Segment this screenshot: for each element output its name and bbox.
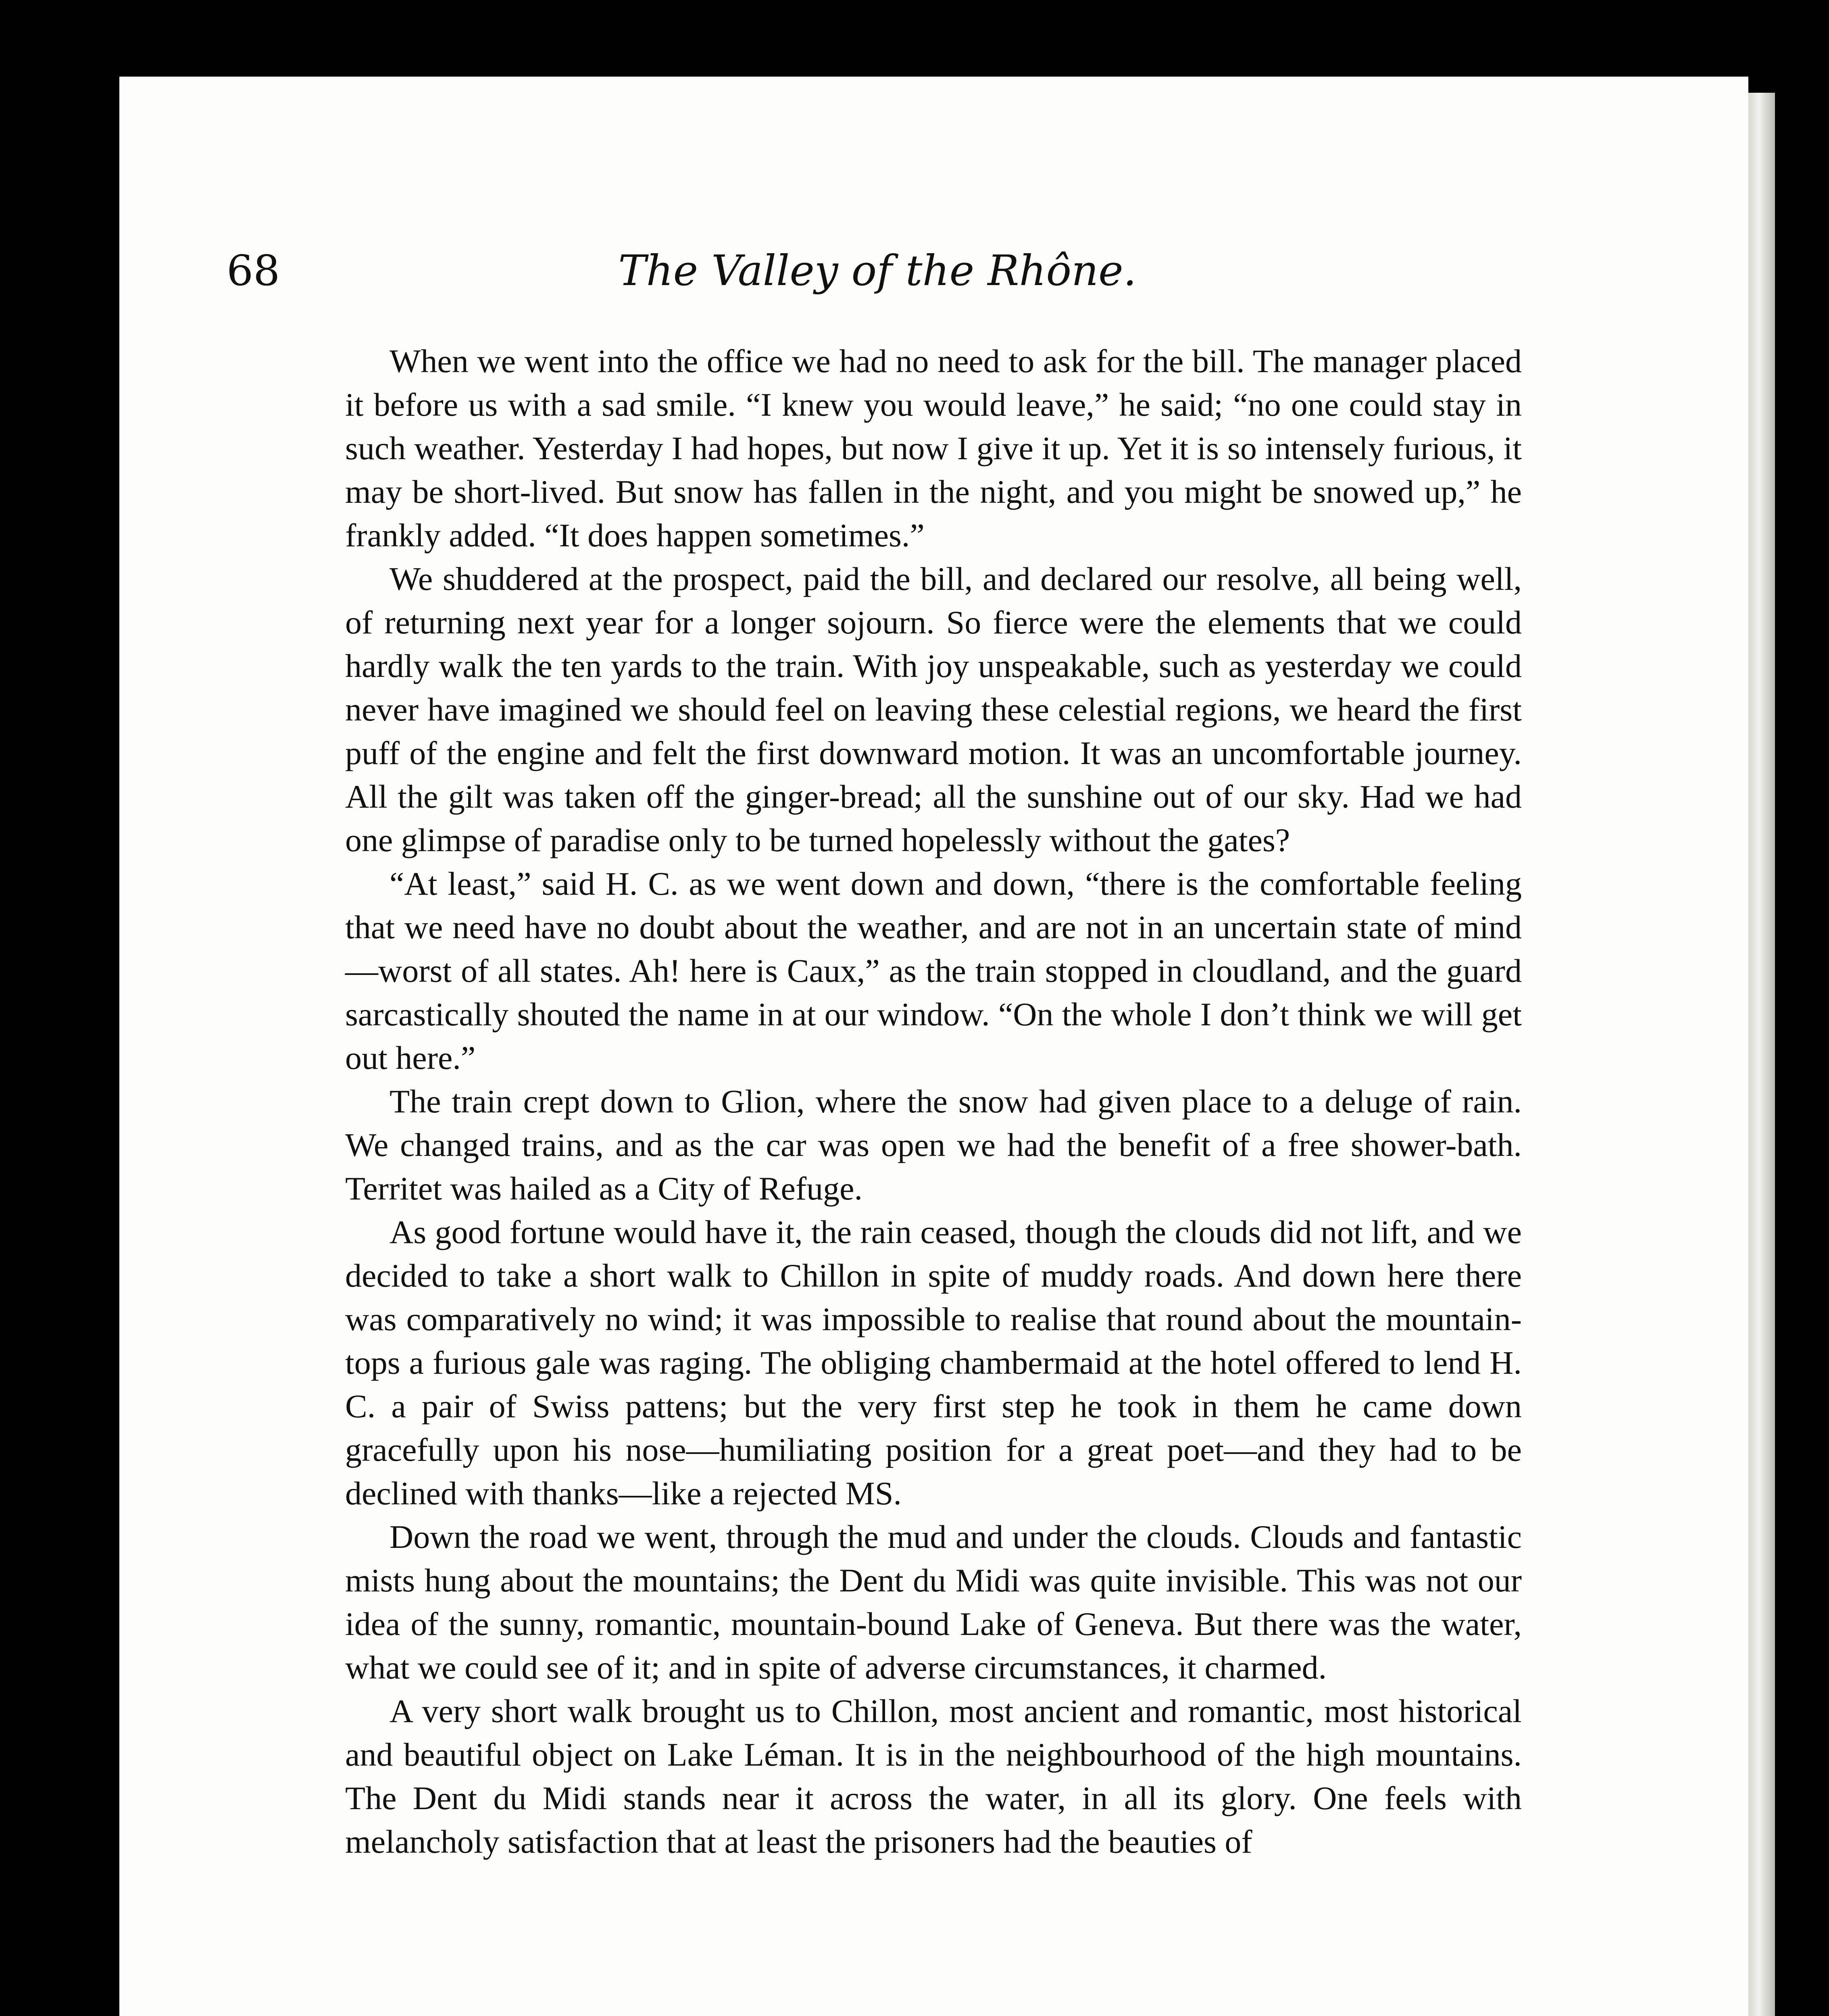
paragraph: As good fortune would have it, the rain ceased, though the clouds did not lift, and we decided to take a short walk to Chillon in spite of muddy roads. And down here there was comparatively no wind; it was impossible to realise that round about the mountain-tops a furious gale was raging. The obliging chambermaid at the hotel offered to lend H. C. a pair of Swiss pattens; but the very first step he took in them he came down gracefully upon his nose—humiliating position for a great poet—and they had to be declined with thanks—like a rejected MS. [345, 1214, 1522, 1512]
paragraph: “At least,” said H. C. as we went down and down, “there is the comfortable feeling that we need have no doubt about the weather, and are not in an uncertain state of mind—worst of all states. Ah! here is Caux,” as the train stopped in cloudland, and the guard sarcastically shouted the name in at our window. “On the whole I don’t think we will get out here.” [345, 865, 1522, 1076]
page-header [227, 246, 1528, 302]
paragraph: Down the road we went, through the mud and under the clouds. Clouds and fantastic mists hung about the mountains; the Dent du Midi was quite invisible. This was not our idea of the sunny, romantic, mountain-bound Lake of Geneva. But there was the water, what we could see of it; and in spite of adverse circumstances, it charmed. [345, 1518, 1522, 1686]
page-edge [1748, 93, 1775, 2016]
paragraph: We shuddered at the prospect, paid the bill, and declared our resolve, all being well, of returning next year for a longer sojourn. So fierce were the elements that we could hardly walk the ten yards to the train. With joy unspeakable, such as yesterday we could never have imagined we should feel on leaving these celestial regions, we heard the first puff of the engine and felt the first downward motion. It was an uncomfortable journey. All the gilt was taken off the ginger-bread; all the sunshine out of our sky. Had we had one glimpse of paradise only to be turned hopelessly without the gates? [345, 560, 1522, 858]
paragraph: A very short walk brought us to Chillon, most ancient and romantic, most historical and beautiful object on Lake Léman. It is in the neighbourhood of the high mountains. The Dent du Midi stands near it across the water, in all its glory. One feels with melancholy satisfaction that at least the prisoners had the beauties of [345, 1693, 1522, 1860]
running-title: The Valley of the Rhône. [618, 246, 1137, 295]
paragraph: The train crept down to Glion, where the snow had given place to a deluge of rain. We changed trains, and as the car was open we had the benefit of a free shower-bath. Territet was hailed as a City of Refuge. [345, 1083, 1522, 1207]
paragraph: When we went into the office we had no need to ask for the bill. The manager placed it before us with a sad smile. “I knew you would leave,” he said; “no one could stay in such weather. Yesterday I had hopes, but now I give it up. Yet it is so intensely furious, it may be short-lived. But snow has fallen in the night, and you might be snowed up,” he frankly added. “It does happen sometimes.” [345, 343, 1522, 554]
body-text [345, 339, 1522, 1864]
page-number: 68 [227, 246, 280, 295]
